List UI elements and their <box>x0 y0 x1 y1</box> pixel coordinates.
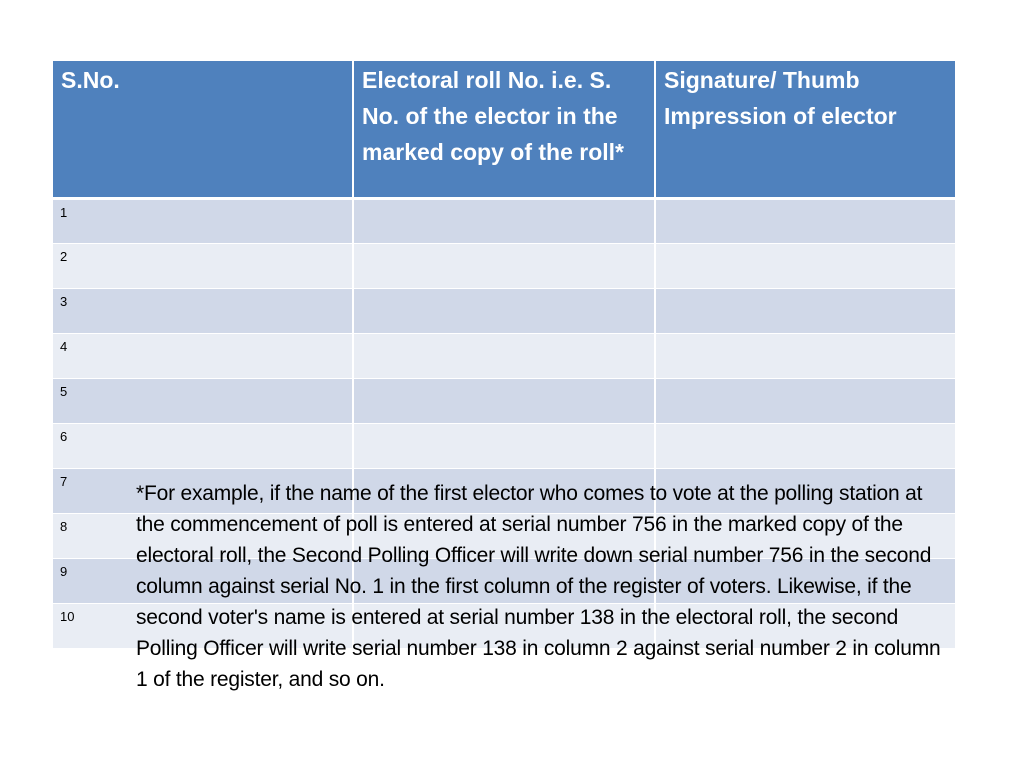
cell-signature <box>655 378 955 423</box>
cell-sno: 9 <box>53 558 353 603</box>
cell-signature <box>655 243 955 288</box>
cell-roll-no <box>353 333 655 378</box>
cell-sno: 10 <box>53 603 353 648</box>
table-row <box>53 243 955 288</box>
cell-sno: 3 <box>53 288 353 333</box>
cell-signature <box>655 333 955 378</box>
table-row <box>53 423 955 468</box>
cell-sno: 8 <box>53 513 353 558</box>
table-row <box>53 378 955 423</box>
cell-signature <box>655 288 955 333</box>
table-row <box>53 198 955 243</box>
cell-sno: 6 <box>53 423 353 468</box>
table-row <box>53 333 955 378</box>
cell-sno: 1 <box>53 198 353 243</box>
cell-roll-no <box>353 198 655 243</box>
footnote-text: *For example, if the name of the first elector who comes to vote at the polling station at the commencement of poll is entered at serial number 756 in the marked copy of the electoral roll, the Second Polling Officer will write down serial number 756 in the second column against serial No. 1 in the first column of the register of voters. Likewise, if the second voter's name is entered at serial number 138 in the electoral roll, the second Polling Officer will write serial number 138 in column 2 against serial number 2 in column 1 of the register, and so on. <box>136 482 941 691</box>
table-row <box>53 288 955 333</box>
cell-roll-no <box>353 243 655 288</box>
header-electoral-roll-no: Electoral roll No. i.e. S. No. of the elector in the marked copy of the roll* <box>353 61 655 198</box>
cell-signature <box>655 198 955 243</box>
header-signature-thumb: Signature/ Thumb Impression of elector <box>655 61 955 198</box>
table-header-row <box>53 61 955 198</box>
cell-sno: 5 <box>53 378 353 423</box>
cell-sno: 7 <box>53 468 353 513</box>
cell-signature <box>655 423 955 468</box>
cell-roll-no <box>353 423 655 468</box>
cell-roll-no <box>353 288 655 333</box>
header-sno: S.No. <box>53 61 353 198</box>
cell-roll-no <box>353 378 655 423</box>
cell-sno: 2 <box>53 243 353 288</box>
cell-sno: 4 <box>53 333 353 378</box>
